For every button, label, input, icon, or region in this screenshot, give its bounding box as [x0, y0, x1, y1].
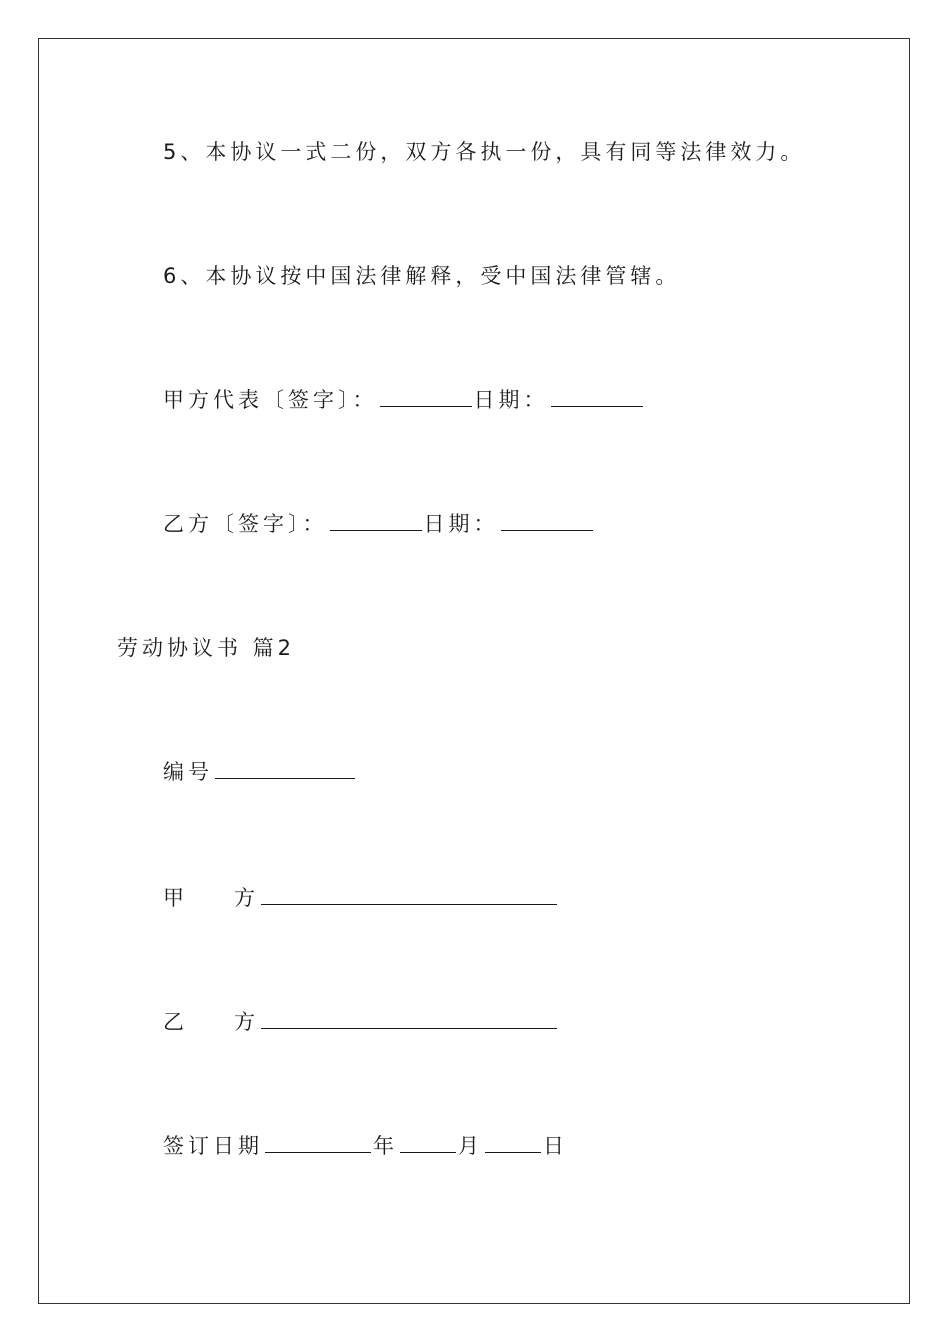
party-b-line	[163, 1008, 559, 1036]
party-b-suffix: 方	[234, 1010, 259, 1034]
party-a-signature-field[interactable]	[380, 386, 472, 407]
party-a-sign-label: 甲方代表〔签字〕：	[163, 388, 378, 412]
clause-5	[163, 138, 805, 166]
number-label: 编号	[163, 760, 213, 784]
clause-5-text: 5、本协议一式二份，双方各执一份，具有同等法律效力。	[163, 140, 806, 164]
signing-day-field[interactable]	[485, 1132, 541, 1153]
party-b-signature-line	[163, 510, 595, 538]
number-field[interactable]	[215, 758, 355, 779]
section-title-text: 劳动协议书 篇2	[117, 636, 296, 660]
party-a-field[interactable]	[261, 884, 557, 905]
month-label: 月	[458, 1134, 483, 1158]
signing-month-field[interactable]	[400, 1132, 456, 1153]
party-b-sign-label: 乙方〔签字〕：	[163, 512, 328, 536]
page-border	[38, 38, 910, 1304]
party-a-signature-line	[163, 386, 645, 414]
day-label: 日	[543, 1134, 568, 1158]
party-b-date-label: 日期：	[423, 512, 499, 536]
party-a-date-field[interactable]	[551, 386, 643, 407]
signing-year-field[interactable]	[265, 1132, 371, 1153]
year-label: 年	[373, 1134, 398, 1158]
party-a-line	[163, 884, 559, 912]
party-b-field[interactable]	[261, 1008, 557, 1029]
party-a-label: 甲	[163, 886, 188, 910]
party-b-signature-field[interactable]	[330, 510, 422, 531]
party-a-date-label: 日期：	[473, 388, 549, 412]
party-b-date-field[interactable]	[501, 510, 593, 531]
party-b-label: 乙	[163, 1010, 188, 1034]
clause-6	[163, 262, 680, 290]
signing-date-label: 签订日期	[163, 1134, 263, 1158]
section-title	[117, 634, 295, 662]
signing-date-line	[163, 1132, 568, 1160]
number-line	[163, 758, 357, 786]
clause-6-text: 6、本协议按中国法律解释，受中国法律管辖。	[163, 264, 681, 288]
party-a-suffix: 方	[234, 886, 259, 910]
